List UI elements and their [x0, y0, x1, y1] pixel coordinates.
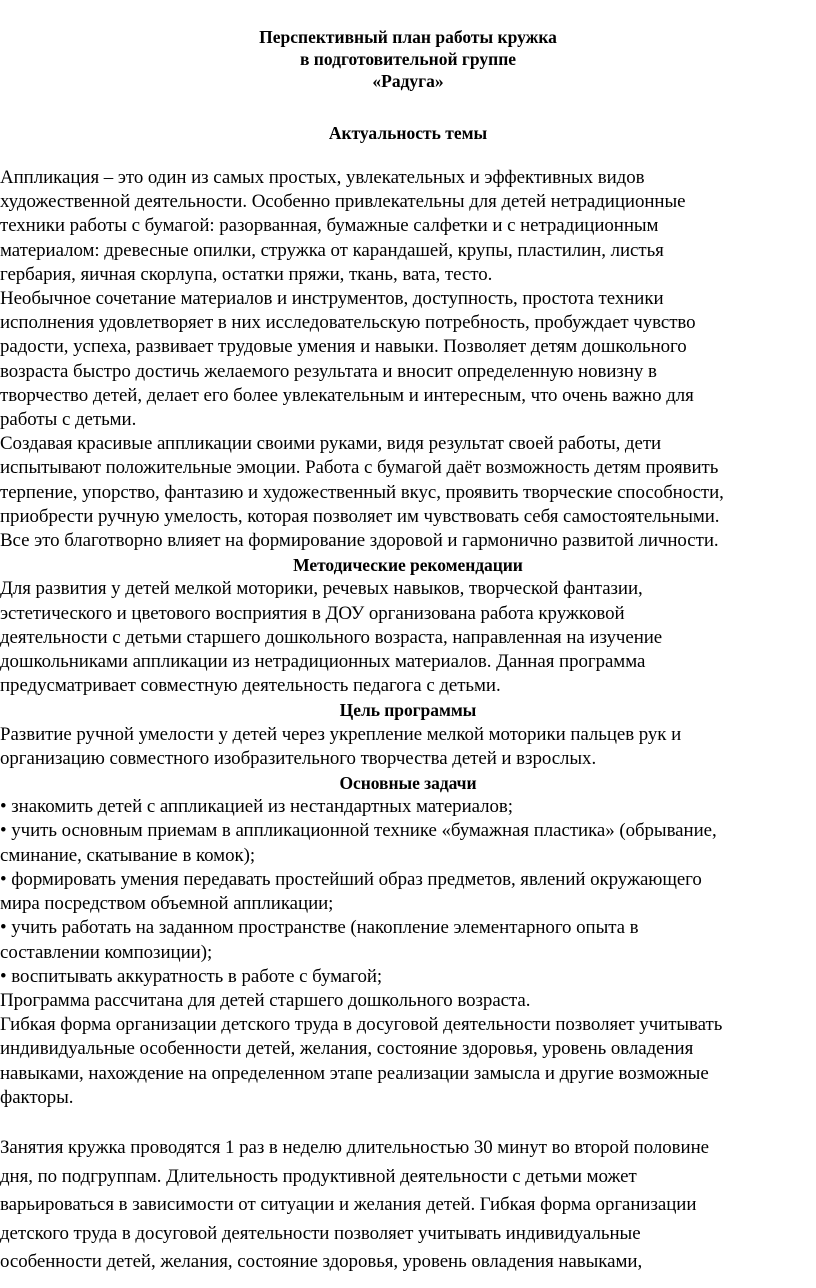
title-line: в подготовительной группе	[299, 49, 517, 69]
section-goal-text	[0, 723, 816, 771]
text-line: творчество детей, делает его более увлекательным и интересным, что очень важно для	[0, 384, 694, 406]
text-line: деятельности с детьми старшего дошкольного возраста, направленная на изучение	[0, 626, 663, 648]
text-line: исполнения удовлетворяет в них исследовательскую потребность, пробуждает чувство	[0, 312, 696, 334]
text-line: работы с детьми.	[0, 409, 137, 431]
text-line: факторы.	[0, 1086, 74, 1108]
section-heading-relevance: Актуальность темы	[328, 123, 488, 143]
text-line: Необычное сочетание материалов и инструментов, доступность, простота техники	[0, 288, 664, 310]
section-methods-text	[0, 577, 816, 698]
text-line: детского труда в досуговой деятельности позволяет учитывать индивидуальные	[0, 1222, 641, 1244]
text-line: Для развития у детей мелкой моторики, речевых навыков, творческой фантазии,	[0, 578, 643, 600]
list-item: • учить основным приемам в аппликационной технике «бумажная пластика» (обрывание,	[0, 820, 717, 842]
list-item: • учить работать на заданном пространстве (накопление элементарного опыта в	[0, 917, 639, 939]
section-heading-goal: Цель программы	[339, 700, 477, 721]
text-line: варьироваться в зависимости от ситуации и желания детей. Гибкая форма организации	[0, 1194, 697, 1216]
paragraph-gap	[0, 1110, 816, 1134]
text-line: предусматривает совместную деятельность педагога с детьми.	[0, 675, 501, 697]
text-line: дня, по подгруппам. Длительность продуктивной деятельности с детьми может	[0, 1165, 637, 1187]
section-schedule-text	[0, 1134, 816, 1277]
text-line: Создавая красивые аппликации своими руками, видя результат своей работы, дети	[0, 433, 662, 455]
text-line: терпение, упорство, фантазию и художественный вкус, проявить творческие способности,	[0, 481, 724, 503]
text-line: дошкольниками аппликации из нетрадиционных материалов. Данная программа	[0, 651, 646, 673]
section-heading-tasks: Основные задачи	[339, 773, 477, 794]
text-line: художественной деятельности. Особенно привлекательны для детей нетрадиционные	[0, 191, 686, 213]
text-line: приобрести ручную умелость, которая позволяет им чувствовать себя самостоятельными.	[0, 505, 720, 527]
text-line: организацию совместного изобразительного творчества детей и взрослых.	[0, 747, 597, 769]
text-line: Все это благотворно влияет на формирование здоровой и гармонично развитой личности.	[0, 530, 719, 552]
text-line: материалом: древесные опилки, стружка от карандашей, крупы, пластилин, листья	[0, 239, 664, 261]
section-relevance-text	[0, 166, 816, 553]
text-line: испытывают положительные эмоции. Работа с бумагой даёт возможность детям проявить	[0, 457, 719, 479]
text-line: Гибкая форма организации детского труда в досуговой деятельности позволяет учитывать	[0, 1014, 723, 1036]
list-item: • формировать умения передавать простейший образ предметов, явлений окружающего	[0, 868, 702, 890]
title-line: Перспективный план работы кружка	[259, 27, 557, 47]
text-line: мира посредством объемной аппликации;	[0, 893, 334, 915]
text-line: навыками, нахождение на определенном этапе реализации замысла и другие возможные	[0, 1062, 709, 1084]
text-line: возраста быстро достичь желаемого результата и вносит определенную новизну в	[0, 360, 657, 382]
text-line: Занятия кружка проводятся 1 раз в неделю длительностью 30 минут во второй половине	[0, 1137, 709, 1159]
text-line: Аппликация – это один из самых простых, увлекательных и эффективных видов	[0, 167, 645, 188]
text-line: эстетического и цветового восприятия в ДОУ организована работа кружковой	[0, 602, 625, 624]
text-line: особенности детей, желания, состояние здоровья, уровень овладения навыками,	[0, 1251, 643, 1273]
text-line: Развитие ручной умелости у детей через укрепление мелкой моторики пальцев рук и	[0, 723, 682, 745]
text-line: сминание, скатывание в комок);	[0, 844, 256, 866]
text-line: составлении композиции);	[0, 941, 213, 963]
section-tasks-list	[0, 795, 816, 1110]
document-title	[0, 26, 816, 92]
text-line: радости, успеха, развивает трудовые умения и навыки. Позволяет детям дошкольного	[0, 336, 687, 358]
document-body	[0, 166, 816, 1277]
text-line: техники работы с бумагой: разорванная, бумажные салфетки и с нетрадиционным	[0, 215, 659, 237]
text-line: Программа рассчитана для детей старшего дошкольного возраста.	[0, 989, 531, 1011]
section-heading-methods: Методические рекомендации	[293, 555, 523, 576]
title-line: «Радуга»	[372, 71, 444, 91]
text-line: индивидуальные особенности детей, желания, состояние здоровья, уровень овладения	[0, 1038, 694, 1060]
text-line: гербария, яичная скорлупа, остатки пряжи, ткань, вата, тесто.	[0, 263, 493, 285]
list-item: • воспитывать аккуратность в работе с бумагой;	[0, 965, 383, 987]
list-item: • знакомить детей с аппликацией из нестандартных материалов;	[0, 796, 513, 818]
